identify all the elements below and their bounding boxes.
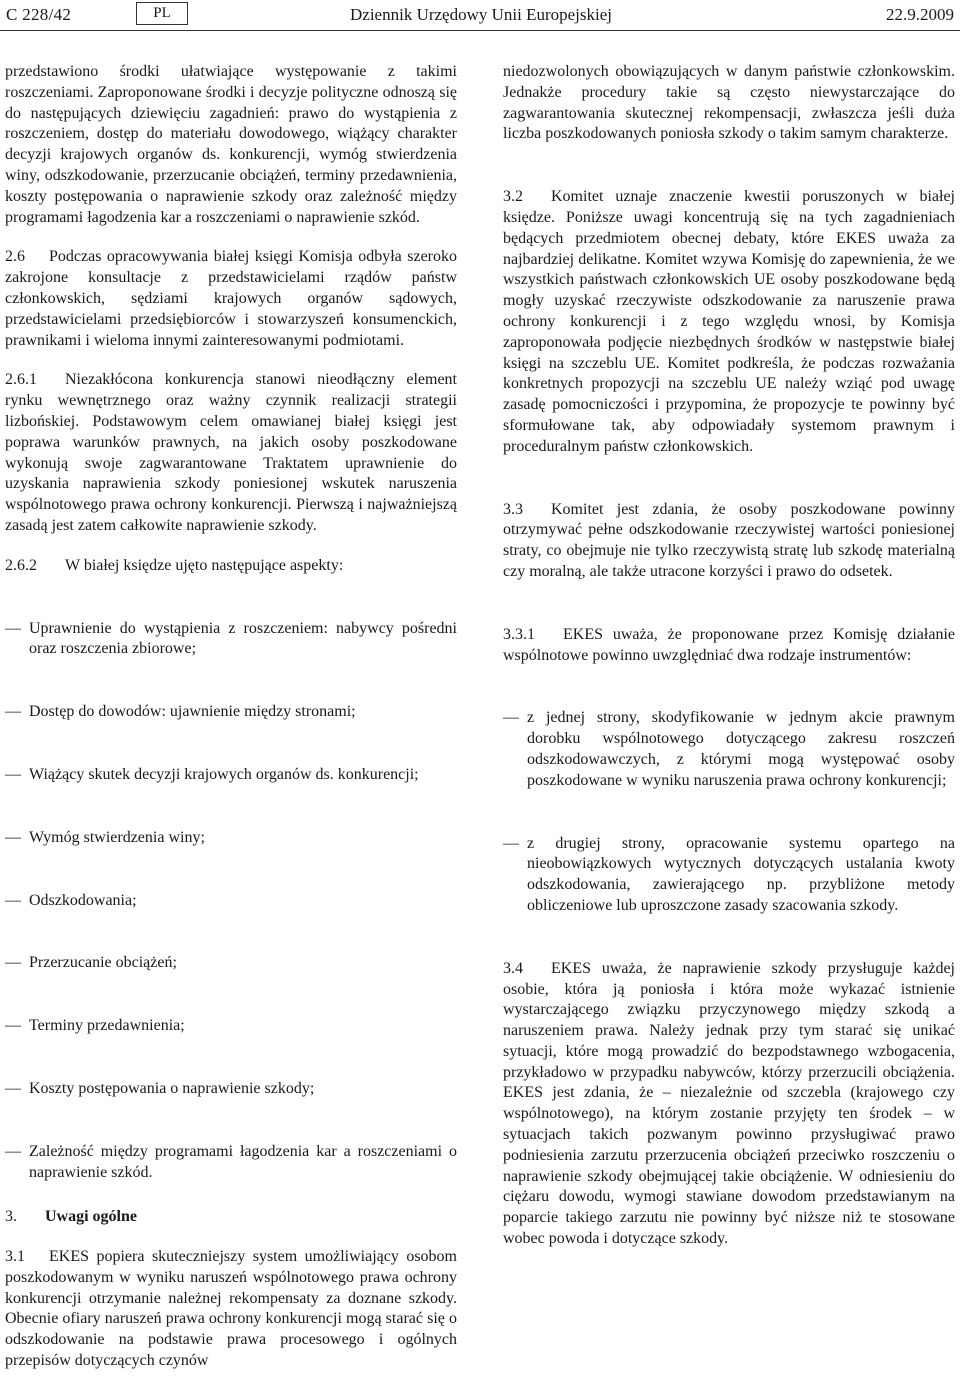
heading-text: Uwagi ogólne <box>45 1208 137 1226</box>
dash-bullet: — <box>503 834 519 852</box>
paragraph-text: Niezakłócona konkurencja stanowi nieodłączny element rynku wewnętrznego oraz ważny czynnik realizacji strategii lizbońskiej. Podstawowym celem omawianej białej księgi jest poprawa warunków prawnych, na jakich osoby poszkodowane wykonują swoje zagwarantowane Traktatem uprawnienie do uzyskania naprawienia szkody poniesionej wskutek naruszenia wspólnotowego prawa ochrony konkurencji. Pierwszą i najważniejszą zasadą jest zatem całkowite naprawienie szkody. <box>5 371 457 534</box>
journal-reference: C 228/42 <box>6 5 72 24</box>
list-item: — Uprawnienie do wystąpienia z roszczeniem: nabywcy pośredni oraz roszczenia zbiorowe; <box>5 619 457 658</box>
paragraph-text: Podczas opracowywania białej księgi Komisja odbyła szeroko zakrojone konsultacje z przedstawicielami rządów państw członkowskich, sędziami krajowych organów sądowych, przedstawicielami przedsiębiorców i stowarzyszeń konsumenckich, prawnikami i wieloma innymi zainteresowanymi podmiotami. <box>5 248 457 349</box>
dash-bullet: — <box>5 1079 21 1097</box>
page-header <box>0 0 960 30</box>
section-heading-3 <box>5 1207 457 1228</box>
paragraph-3-3-1 <box>503 625 955 667</box>
paragraph-number: 3.4 <box>503 959 523 977</box>
dash-bullet: — <box>5 1142 21 1160</box>
dash-bullet: — <box>5 891 21 909</box>
left-column <box>5 62 457 1372</box>
list-item: — Dostęp do dowodów: ujawnienie między stronami; <box>5 702 457 723</box>
paragraph-2-6-1 <box>5 370 457 536</box>
paragraph-number: 2.6.2 <box>5 556 37 574</box>
header-rule <box>0 30 960 31</box>
list-item: — Terminy przedawnienia; <box>5 1016 457 1037</box>
paragraph-3-1 <box>5 1247 457 1372</box>
paragraph-text: Komitet jest zdania, że osoby poszkodowane powinny otrzymywać pełne odszkodowanie rzeczywistej wartości poniesionej straty, co obejmuje nie tylko rzeczywistą stratę lub szkodę materialną czy moralną, ale także utracone korzyści i prawo do odsetek. <box>503 500 955 580</box>
list-item: — Zależność między programami łagodzenia kar a roszczeniami o naprawienie szkód. <box>5 1142 457 1181</box>
paragraph-2-6 <box>5 247 457 351</box>
dash-bullet: — <box>5 1017 21 1035</box>
paragraph-text: Komitet uznaje znaczenie kwestii poruszonych w białej księdze. Poniższe uwagi koncentrują się na tych zagadnieniach będących przedmiotem obecnej debaty, które EKES uważa za najbardziej delikatne. Komitet wzywa Komisję do zapewnienia, że we wszystkich państwach członkowskich UE osoby poszkodowane będą mogły uzyskać rzeczywiste odszkodowanie za naruszenie prawa ochrony konkurencji i z tego względu wnosi, by Komisja zaproponowała podjęcie niezbędnych środków w następstwie białej księgi na szczeblu UE. Komitet podkreśla, że podczas rozważania konkretnych propozycji na szczeblu UE należy wziąć pod uwagę zasadę pomocniczości i przypomina, że propozycje te powinny być sformułowane tak, aby odpowiadały systemom prawnym i proceduralnym państw członkowskich. <box>503 188 955 455</box>
paragraph-number: 3.3 <box>503 500 523 518</box>
list-item: — z drugiej strony, opracowanie systemu opartego na nieobowiązkowych wytycznych dotyczących ustalania kwoty odszkodowania, zawierającego np. przybliżone metody obliczeniowe lub uproszczone zasady szacowania szkody. <box>503 834 955 914</box>
language-badge: PL <box>136 2 188 25</box>
paragraph-text: EKES uważa, że proponowane przez Komisję działanie wspólnotowe powinno uwzględniać dwa rodzaje instrumentów: <box>503 625 955 664</box>
paragraph-text: W białej księdze ujęto następujące aspekty: <box>65 556 344 574</box>
heading-number: 3. <box>5 1208 17 1226</box>
dash-bullet: — <box>5 954 21 972</box>
list-item: — Wiążący skutek decyzji krajowych organów ds. konkurencji; <box>5 765 457 786</box>
dash-bullet: — <box>5 765 21 783</box>
paragraph-3-4 <box>503 959 955 1250</box>
list-item: — Wymóg stwierdzenia winy; <box>5 828 457 849</box>
paragraph-text: EKES uważa, że naprawienie szkody przysługuje każdej osobie, która ją poniosła i która może wykazać istnienie wystarczającego związku przyczynowego między szkodą a naruszeniem prawa. Należy jednak przy tym starać się unikać sytuacji, które mogą prowadzić do bezpodstawnego wzbogacenia, przykładowo w przypadku nabywców, którzy przerzucili obciążenia. EKES jest zdania, że – niezależnie od szczebla (krajowego czy wspólnotowego), na którym zostanie przyjęty ten środek – w sytuacjach takich pozwanym powinno przysługiwać prawo podniesienia zarzutu przerzucenia obciążeń przeciwko roszczeniu o naprawienie szkody obejmującej takie obciążenie. W odniesieniu do ciężaru dowodu, wymogi stawiane dowodom przedstawianym na poparcie takiego zarzutu nie powinny być niższe niż te stosowane wobec powoda i dotyczące szkody. <box>503 959 955 1248</box>
publication-date: 22.9.2009 <box>886 5 954 24</box>
paragraph-number: 3.3.1 <box>503 625 535 643</box>
dash-bullet: — <box>503 709 519 727</box>
paragraph-3-2 <box>503 187 955 457</box>
list-item: — Koszty postępowania o naprawienie szkody; <box>5 1079 457 1100</box>
list-item: — Odszkodowania; <box>5 891 457 912</box>
list-item: — z jednej strony, skodyfikowanie w jednym akcie prawnym dorobku wspólnotowego dotyczącego zakresu roszczeń odszkodowawczych, z którymi mogą występować osoby poszkodowane w wyniku naruszenia prawa ochrony konkurencji; <box>503 709 955 789</box>
right-column <box>503 62 955 1250</box>
paragraph-number: 3.1 <box>5 1248 25 1266</box>
paragraph-number: 2.6.1 <box>5 371 37 389</box>
dash-bullet: — <box>5 828 21 846</box>
dash-bullet: — <box>5 619 21 637</box>
paragraph-number: 3.2 <box>503 188 523 206</box>
paragraph-continuation: niedozwolonych obowiązujących w danym państwie członkowskim. Jednakże procedury takie są często niewystarczające do zagwarantowania skutecznej rekompensacji, zwłaszcza jeśli duża liczba poszkodowanych poniosła szkody o takim samym charakterze. <box>503 63 955 143</box>
paragraph-2-6-2 <box>5 556 457 577</box>
paragraph-number: 2.6 <box>5 248 25 266</box>
paragraph-text: EKES popiera skuteczniejszy system umożliwiający osobom poszkodowanym w wyniku naruszeń wspólnotowego prawa ochrony konkurencji otrzymanie należnej rekompensaty za doznane szkody. Obecnie ofiary naruszeń prawa ochrony konkurencji mogą starać się o odszkodowanie na podstawie prawa procesowego i ogólnych przepisów dotyczących czynów <box>5 1248 457 1370</box>
paragraph-intro: przedstawiono środki ułatwiające występowanie z takimi roszczeniami. Zaproponowane środki i decyzje polityczne odnoszą się do następujących dziewięciu zagadnień: prawo do wystąpienia z roszczeniem, dostęp do materiału dowodowego, wiążący charakter decyzji krajowych organów ds. konkurencji, wymóg stwierdzenia winy, odszkodowanie, przerzucanie obciążeń, terminy przedawnienia, koszty postępowania o naprawienie szkody oraz zależność między programami łagodzenia kar a roszczeniami o naprawienie szkód. <box>5 63 457 226</box>
journal-title: Dziennik Urzędowy Unii Europejskiej <box>350 5 613 24</box>
paragraph-3-3 <box>503 500 955 583</box>
list-item: — Przerzucanie obciążeń; <box>5 953 457 974</box>
dash-bullet: — <box>5 703 21 721</box>
